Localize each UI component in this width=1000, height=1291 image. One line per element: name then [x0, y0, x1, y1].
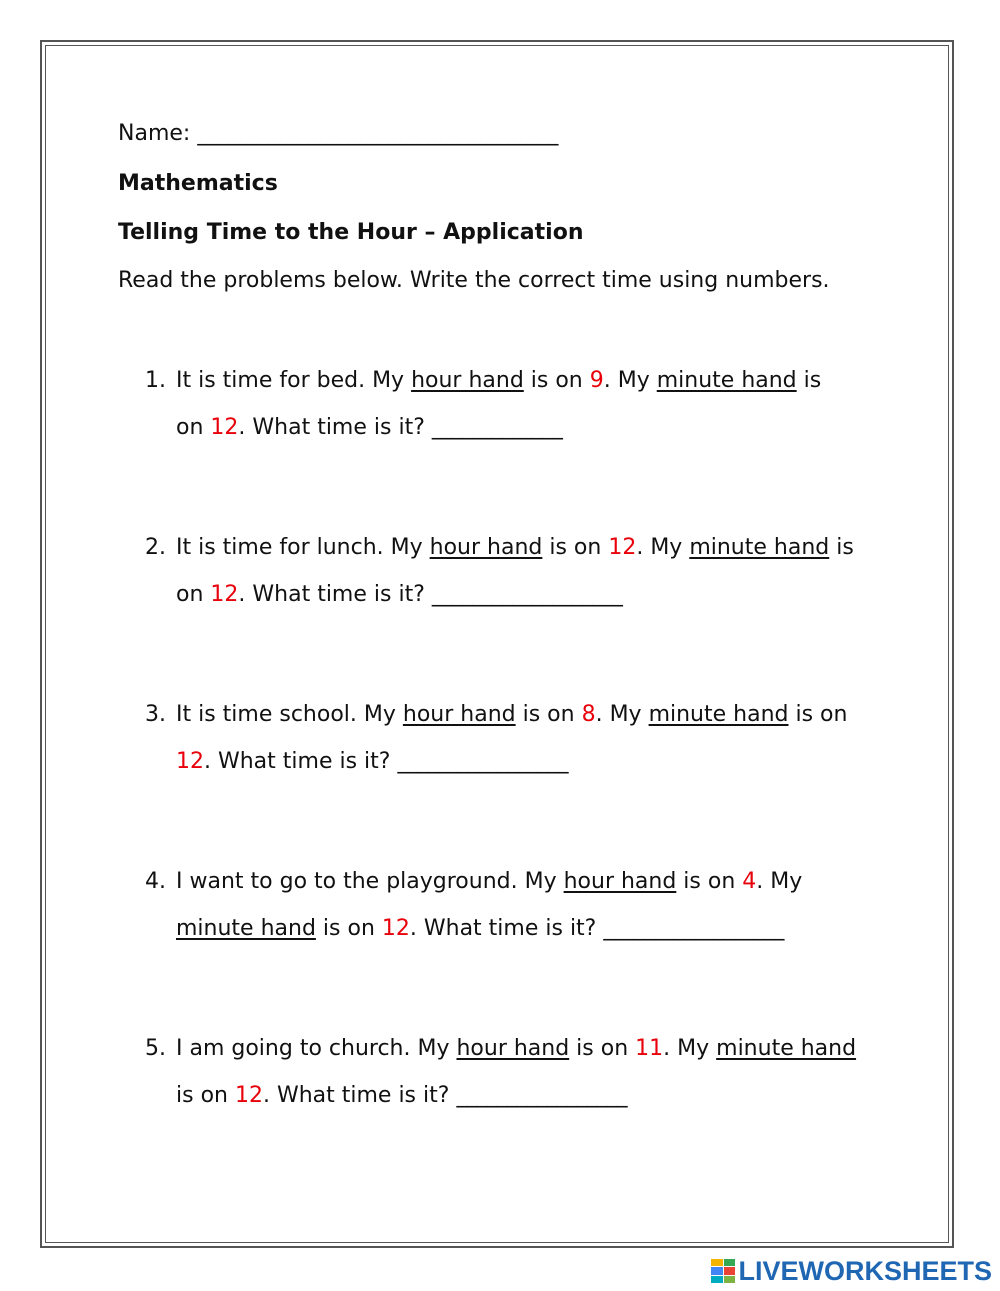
instructions: Read the problems below. Write the correct time using numbers. [118, 268, 830, 293]
problem-1-line-1 [145, 357, 905, 404]
hour-value: 11 [635, 1036, 664, 1061]
hour-hand-term: hour hand [456, 1036, 570, 1061]
hour-value: 9 [589, 368, 604, 393]
problem-text: is on [676, 869, 743, 894]
problem-number: 2. [145, 535, 166, 560]
problem-text: . My [636, 535, 690, 560]
minute-hand-term: minute hand [656, 368, 797, 393]
problem-text: is [829, 535, 854, 560]
minute-value: 12 [210, 582, 239, 607]
problem-question: . What time is it? [238, 582, 432, 607]
worksheet-title: Telling Time to the Hour – Application [118, 220, 584, 245]
minute-hand-term: minute hand [648, 702, 789, 727]
minute-value: 12 [210, 415, 239, 440]
problem-text: It is time for lunch. My [176, 535, 430, 560]
hour-value: 4 [742, 869, 757, 894]
problem-text: I want to go to the playground. My [176, 869, 564, 894]
problem-5 [145, 1025, 905, 1119]
name-label: Name: [118, 121, 198, 146]
answer-blank[interactable]: __________________ [603, 916, 784, 941]
problem-number: 3. [145, 702, 166, 727]
answer-blank[interactable]: _____________ [431, 415, 562, 440]
problem-question: . What time is it? [262, 1083, 457, 1108]
problem-4 [145, 858, 905, 952]
logo-text: LIVEWORKSHEETS [738, 1255, 992, 1286]
minute-hand-term: minute hand [689, 535, 830, 560]
problem-text: I am going to church. My [176, 1036, 457, 1061]
problem-2-line-2 [145, 571, 905, 618]
problem-text: is on [542, 535, 609, 560]
problem-number: 4. [145, 869, 166, 894]
hour-hand-term: hour hand [563, 869, 677, 894]
problem-3-line-1 [145, 691, 905, 738]
minute-hand-term: minute hand [716, 1036, 857, 1061]
problem-5-line-1 [145, 1025, 905, 1072]
problem-question: . What time is it? [204, 749, 398, 774]
problem-4-line-2 [145, 905, 905, 952]
liveworksheets-logo-icon [711, 1259, 735, 1283]
problem-question: . What time is it? [238, 415, 432, 440]
problem-text: is on [523, 368, 590, 393]
problem-3 [145, 691, 905, 785]
answer-blank[interactable]: _________________ [456, 1083, 627, 1108]
minute-value: 12 [381, 916, 410, 941]
subject-heading: Mathematics [118, 171, 278, 196]
problem-text: It is time for bed. My [176, 368, 412, 393]
hour-value: 8 [581, 702, 596, 727]
problem-text: on [176, 582, 211, 607]
problem-text: . My [756, 869, 803, 894]
problem-text: is on [315, 916, 382, 941]
problem-text: is [796, 368, 822, 393]
problem-1-line-2 [145, 404, 905, 451]
problem-text: is on [569, 1036, 636, 1061]
problem-2-line-1 [145, 524, 905, 571]
problem-number: 1. [145, 368, 166, 393]
answer-blank[interactable]: ___________________ [431, 582, 622, 607]
problem-text: is on [788, 702, 848, 727]
problem-text: It is time school. My [176, 702, 403, 727]
problem-text: is on [515, 702, 582, 727]
problem-2 [145, 524, 905, 618]
minute-value: 12 [234, 1083, 263, 1108]
problem-5-line-2 [145, 1072, 905, 1119]
problem-number: 5. [145, 1036, 166, 1061]
hour-hand-term: hour hand [402, 702, 516, 727]
hour-hand-term: hour hand [429, 535, 543, 560]
answer-blank[interactable]: _________________ [397, 749, 568, 774]
problem-1 [145, 357, 905, 451]
name-blank[interactable]: ____________________________________ [197, 121, 558, 146]
problem-question: . What time is it? [409, 916, 604, 941]
problem-text: . My [663, 1036, 717, 1061]
minute-hand-term: minute hand [176, 916, 316, 941]
problem-text: is on [176, 1083, 235, 1108]
hour-value: 12 [608, 535, 637, 560]
name-line [118, 120, 557, 148]
problem-text: . My [595, 702, 649, 727]
minute-value: 12 [176, 749, 204, 774]
problem-text: on [176, 415, 211, 440]
problem-4-line-1 [145, 858, 905, 905]
problem-3-line-2 [145, 738, 905, 785]
liveworksheets-logo[interactable] [711, 1256, 992, 1286]
problem-text: . My [603, 368, 657, 393]
hour-hand-term: hour hand [411, 368, 524, 393]
